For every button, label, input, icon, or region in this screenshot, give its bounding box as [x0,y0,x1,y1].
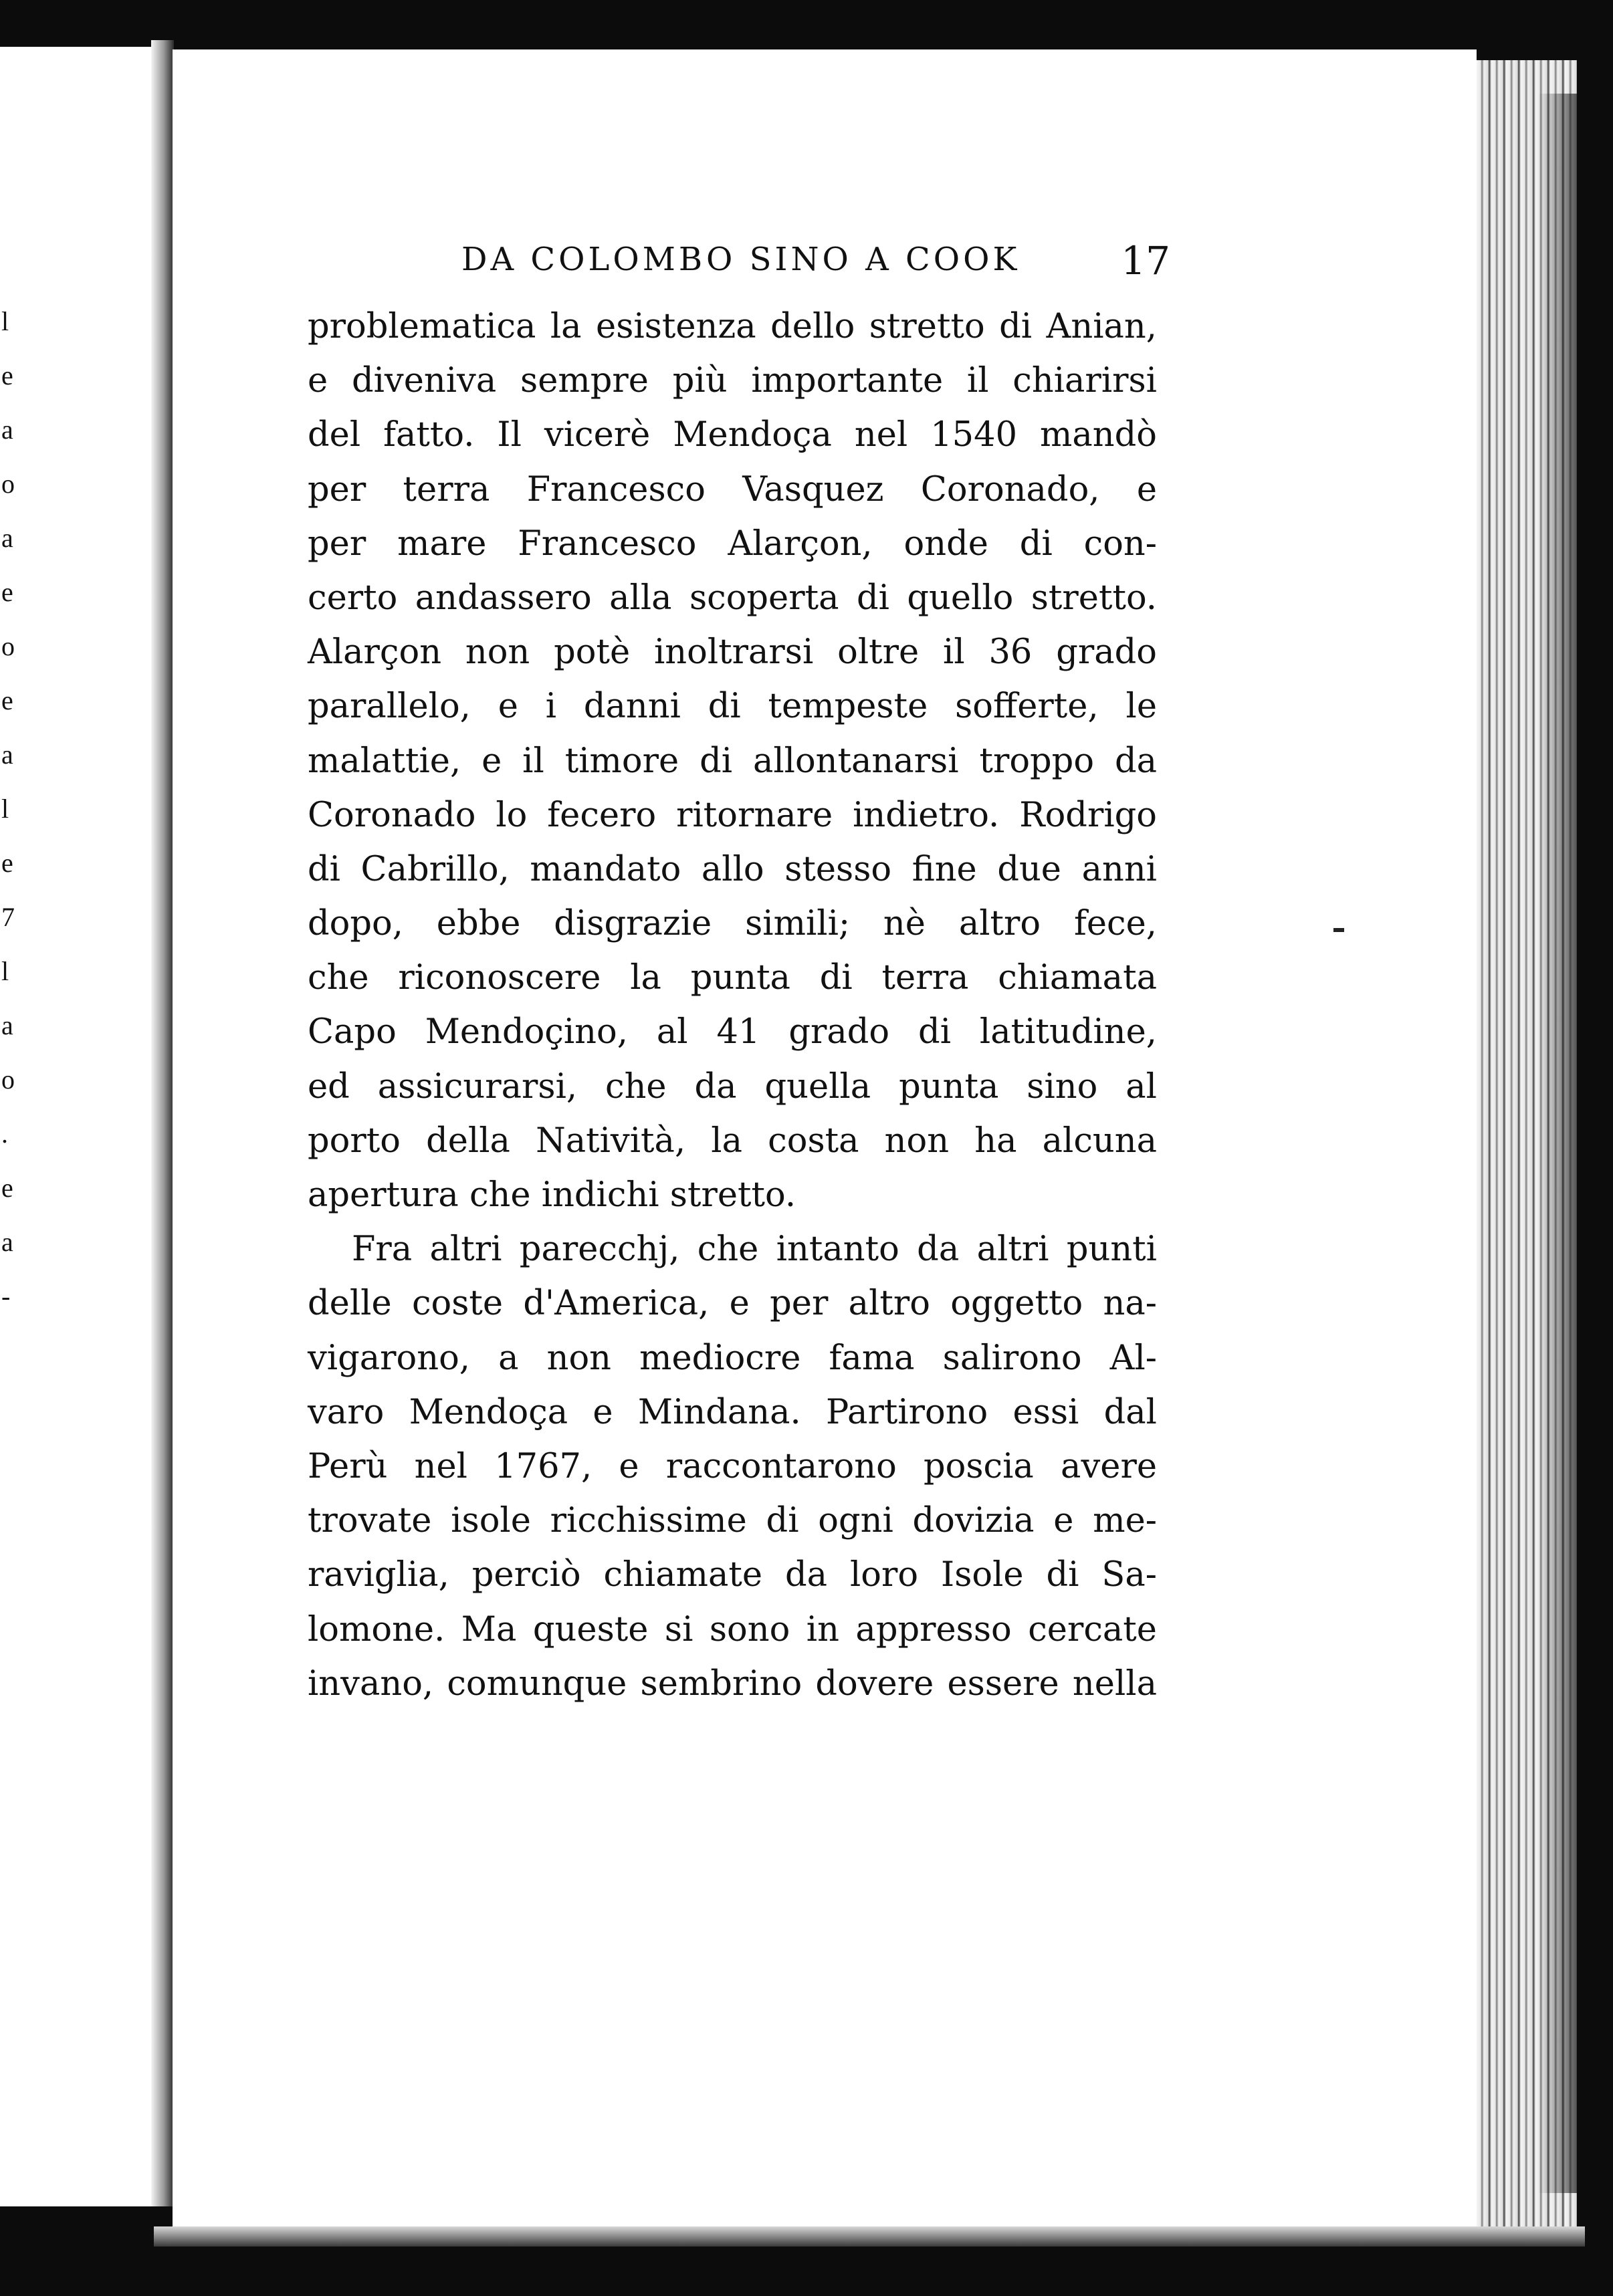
text-line: raviglia, perciò chiamate da loro Isole di Sa- [308,1555,1157,1595]
margin-letter: e [1,1173,13,1203]
ink-mark [1333,928,1344,932]
margin-letter: 7 [1,902,15,932]
margin-letter: l [1,956,9,986]
page-number: 17 [1121,238,1170,283]
margin-letter: e [1,577,13,607]
previous-page-margin-letters [0,294,27,1323]
margin-letter: a [1,739,13,770]
text-line: vigarono, a non mediocre fama salirono Al- [308,1338,1157,1378]
gutter-shadow [151,40,174,2206]
margin-letter: l [1,794,9,824]
page-stack-shadow [1538,94,1613,2193]
text-line: Perù nel 1767, e raccontarono poscia avere [308,1446,1157,1486]
text-line: invano, comunque sembrino dovere essere nella [308,1663,1157,1704]
text-line: dopo, ebbe disgrazie simili; nè altro fece, [308,904,1157,944]
text-line: Fra altri parecchj, che intanto da altri punti [352,1230,1157,1270]
text-line: delle coste d'America, e per altro oggetto na- [308,1284,1157,1324]
margin-letter: a [1,415,13,445]
body-text [308,300,1157,1711]
running-header: DA COLOMBO SINO A COOK [461,241,1020,278]
text-line: parallelo, e i danni di tempeste sofferte, le [308,687,1157,727]
margin-letter: a [1,523,13,553]
margin-letter: e [1,685,13,715]
margin-letter: o [1,469,15,499]
margin-letter: e [1,848,13,878]
bottom-page-edge [154,2226,1585,2247]
text-line: certo andassero alla scoperta di quello stretto. [308,578,1157,618]
margin-letter: o [1,1064,15,1095]
text-line: e diveniva sempre più importante il chiarirsi [308,361,1157,401]
text-line: per mare Francesco Alarçon, onde di con- [308,524,1157,564]
text-line: di Cabrillo, mandato allo stesso fine due anni [308,849,1157,889]
text-line: Coronado lo fecero ritornare indietro. Rodrigo [308,795,1157,835]
margin-letter: l [1,306,9,336]
text-line: Alarçon non potè inoltrarsi oltre il 36 grado [308,633,1157,673]
margin-letter: a [1,1010,13,1040]
text-line: problematica la esistenza dello stretto di Anian, [308,307,1157,346]
margin-letter: o [1,631,15,661]
margin-letter: - [1,1281,11,1311]
text-line: varo Mendoça e Mindana. Partirono essi dal [308,1392,1157,1432]
text-line: per terra Francesco Vasquez Coronado, e [308,469,1157,509]
text-line: ed assicurarsi, che da quella punta sino al [308,1066,1157,1107]
text-line: Capo Mendoçino, al 41 grado di latitudine, [308,1012,1157,1052]
text-line: apertura che indichi stretto. [308,1175,796,1215]
margin-letter: . [1,1119,8,1149]
text-line: lomone. Ma queste si sono in appresso cercate [308,1609,1157,1649]
text-line: del fatto. Il vicerè Mendoça nel 1540 mandò [308,415,1157,455]
text-line: che riconoscere la punta di terra chiamata [308,958,1157,998]
text-line: porto della Natività, la costa non ha alcuna [308,1121,1157,1161]
margin-letter: e [1,360,13,390]
text-line: trovate isole ricchissime di ogni dovizia e me- [308,1501,1157,1541]
text-line: malattie, e il timore di allontanarsi troppo da [308,741,1157,781]
margin-letter: a [1,1227,13,1257]
